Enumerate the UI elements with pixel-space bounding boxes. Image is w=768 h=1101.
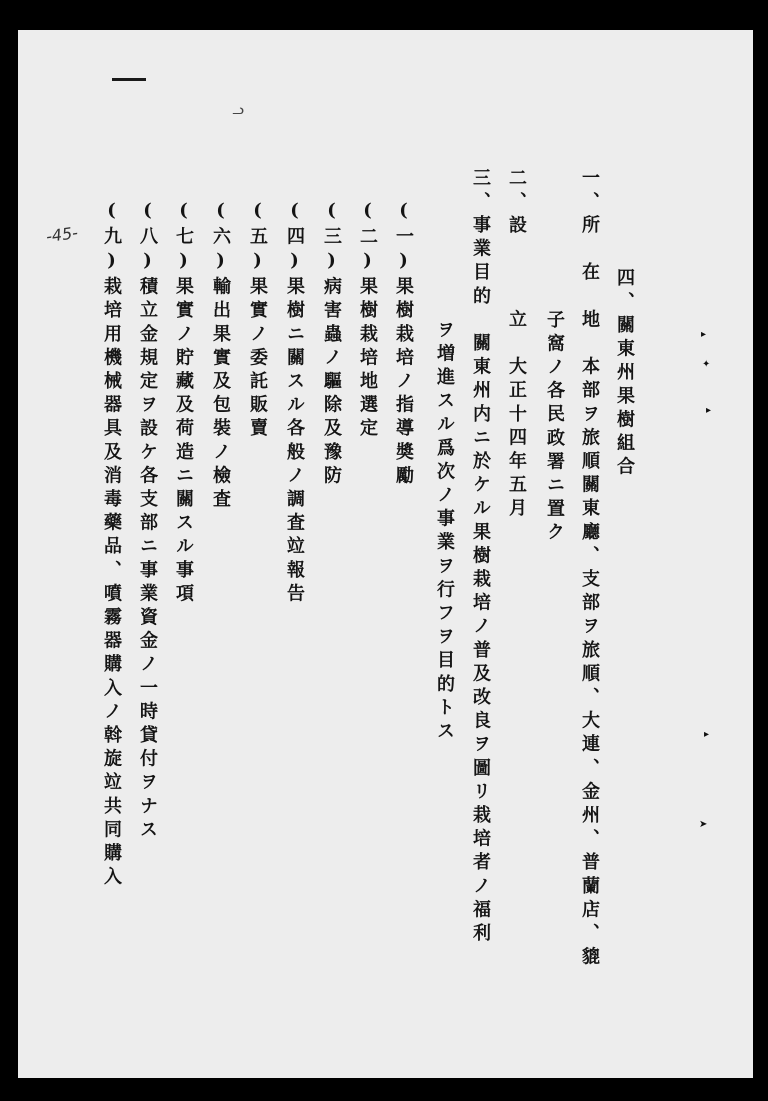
list-item-8: (八)積立金規定ヲ設ケ各支部ニ事業資金ノ一時貸付ヲナス [137,200,158,844]
edge-mark: ✦ [702,359,711,370]
edge-mark: ▸ [701,329,707,340]
text-line-4: 三、事業目的 關東州内ニ於ケル果樹栽培ノ普及改良ヲ圖リ栽培者ノ福利 [470,168,491,947]
edge-mark: ➤ [699,819,708,830]
document-title: 四、關東州果樹組合 [614,268,635,481]
text-line-5: ヲ増進スル爲次ノ事業ヲ行フヲ目的トス [434,320,455,745]
text-line-2: 子窩ノ各民政署ニ置ク [544,310,565,546]
list-item-5: (五)果實ノ委託販賣 [247,200,268,442]
list-item-7: (七)果實ノ貯藏及荷造ニ關スル事項 [173,200,194,608]
document-page [18,30,753,1078]
edge-mark: ▸ [706,405,712,416]
list-item-9: (九)栽培用機械器具及消毒藥品、噴霧器購入ノ斡旋竝共同購入 [101,200,122,891]
text-line-1: 一、所 在 地 本部ヲ旅順關東廳、支部ヲ旅順、大連、金州、普蘭店、貔 [579,168,600,971]
section-dash [112,78,146,81]
list-item-3: (三)病害蟲ノ驅除及豫防 [321,200,342,490]
edge-mark: ▸ [704,729,710,740]
handwritten-page-number: -45- [44,222,80,247]
list-item-6: (六)輸出果實及包裝ノ檢査 [210,200,231,513]
list-item-2: (二)果樹栽培地選定 [357,200,378,442]
list-item-1: (一)果樹栽培ノ指導奬勵 [393,200,414,490]
margin-tick: ᓗ [232,102,244,118]
text-line-3: 二、設 立 大正十四年五月 [506,168,527,522]
list-item-4: (四)果樹ニ關スル各般ノ調査竝報告 [284,200,305,608]
